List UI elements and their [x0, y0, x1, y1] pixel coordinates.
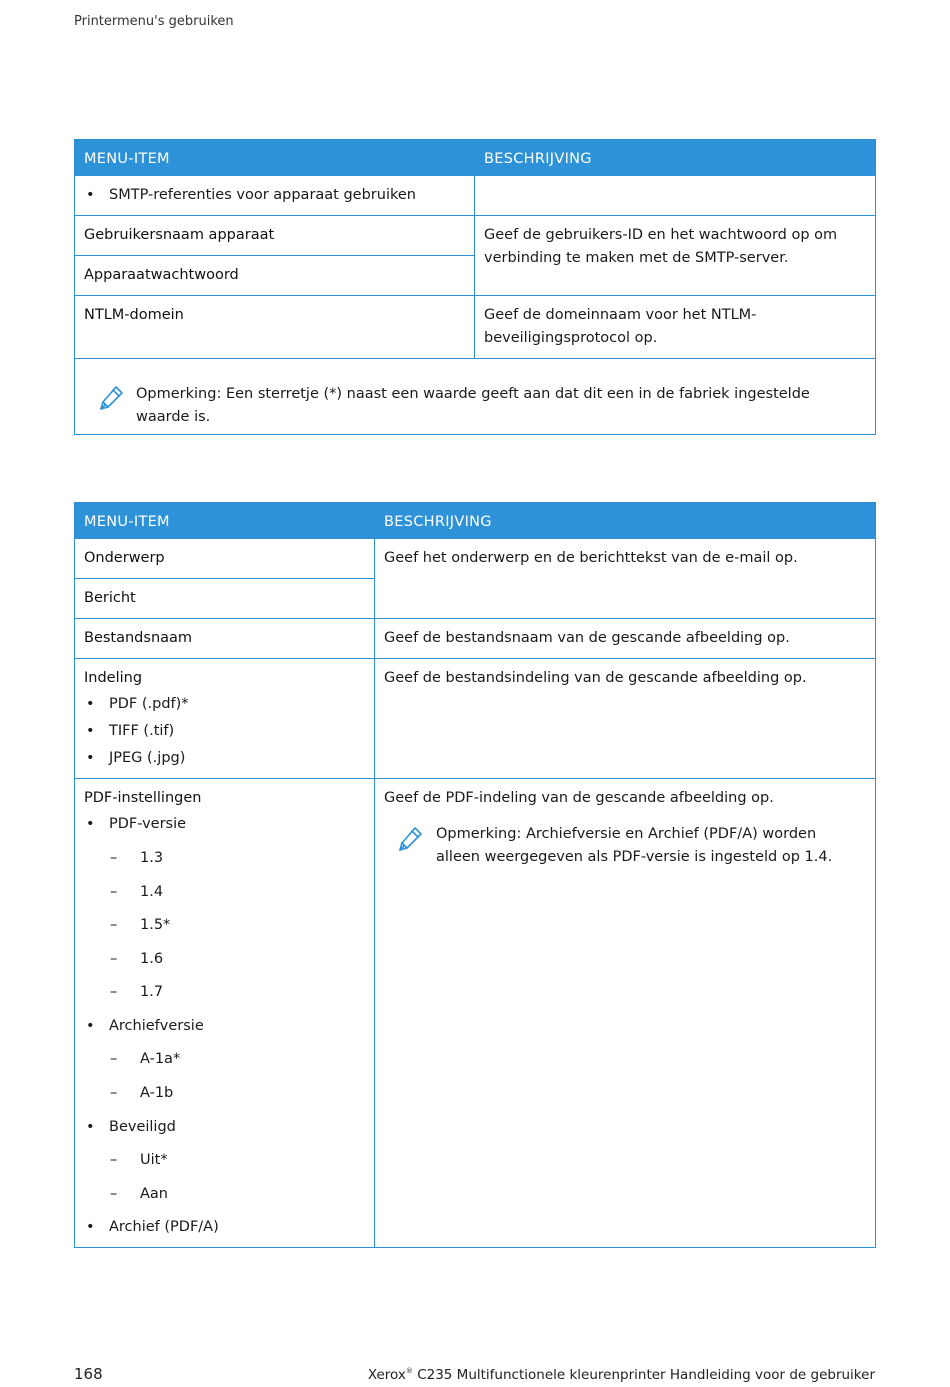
subject-item	[75, 539, 375, 579]
pdf-version-bullet: • PDF-versie	[84, 813, 365, 836]
dash-mark: –	[110, 884, 118, 900]
credentials-description-text: Geef de gebruikers-ID en het wachtwoord op om verbinding te maken met de SMTP-server.	[484, 227, 838, 266]
column-header-description: BESCHRIJVING	[375, 503, 876, 539]
list-item	[84, 914, 365, 937]
pdf-version-note	[384, 823, 866, 869]
pdfa-bullet: • Archief (PDF/A)	[84, 1216, 365, 1239]
device-username-label: Gebruikersnaam apparaat	[84, 227, 275, 243]
device-password-item	[75, 256, 475, 296]
ntlm-description	[475, 296, 876, 359]
device-username-item	[75, 216, 475, 256]
pdf-description-text: Geef de PDF-indeling van de gescande afbeelding op.	[384, 790, 774, 806]
table-header-row	[75, 140, 876, 176]
option-text: Uit*	[140, 1152, 168, 1168]
subject-message-description-text: Geef het onderwerp en de berichttekst van de e-mail op.	[384, 550, 798, 566]
list-item	[84, 1082, 365, 1105]
table-row	[75, 176, 876, 216]
format-item	[75, 659, 375, 779]
column-header-description: BESCHRIJVING	[475, 140, 876, 176]
option-text: 1.6	[140, 951, 164, 967]
filename-description-text: Geef de bestandsnaam van de gescande afbeelding op.	[384, 630, 790, 646]
table-row	[75, 779, 876, 1248]
book-title	[368, 1367, 875, 1383]
pdf-settings-item	[75, 779, 375, 1248]
option-text: 1.4	[140, 884, 164, 900]
list-item	[84, 1149, 365, 1172]
subject-label: Onderwerp	[84, 550, 165, 566]
pdf-settings-label: PDF-instellingen	[84, 790, 202, 806]
list-item	[84, 847, 365, 870]
page-number: 168	[74, 1365, 103, 1383]
format-description	[375, 659, 876, 779]
table-header-row	[75, 503, 876, 539]
subject-message-description	[375, 539, 876, 619]
table-row	[75, 619, 876, 659]
list-item	[84, 981, 365, 1004]
email-settings-table	[74, 502, 876, 1248]
option-text: 1.3	[140, 850, 164, 866]
factory-default-note	[75, 359, 876, 435]
running-head: Printermenu's gebruiken	[74, 14, 234, 29]
list-item	[84, 881, 365, 904]
column-header-menu-item: MENU-ITEM	[75, 503, 375, 539]
list-item	[84, 1183, 365, 1206]
book-title-text: C235 Multifunctionele kleurenprinter Handleiding voor de gebruiker	[412, 1367, 875, 1383]
option-text: A-1b	[140, 1085, 174, 1101]
format-label: Indeling	[84, 670, 143, 686]
table-row	[75, 216, 876, 256]
secure-bullet: • Beveiligd	[84, 1116, 365, 1139]
credentials-description	[475, 216, 876, 296]
smtp-credentials-bullet: • SMTP-referenties voor apparaat gebruiken	[84, 184, 465, 207]
note-text: Opmerking: Een sterretje (*) naast een waarde geeft aan dat dit een in de fabriek ingestelde waarde is.	[136, 386, 810, 425]
filename-label: Bestandsnaam	[84, 630, 193, 646]
dash-mark: –	[110, 1085, 118, 1101]
format-description-text: Geef de bestandsindeling van de gescande afbeelding op.	[384, 670, 807, 686]
smtp-credentials-table	[74, 139, 876, 435]
option-text: Aan	[140, 1186, 168, 1202]
ntlm-domain-label: NTLM-domein	[84, 307, 184, 323]
dash-mark: –	[110, 917, 118, 933]
list-item	[84, 1048, 365, 1071]
dash-mark: –	[110, 1051, 118, 1067]
filename-item	[75, 619, 375, 659]
dash-mark: –	[110, 850, 118, 866]
list-item: • JPEG (.jpg)	[84, 747, 365, 770]
list-item: • PDF (.pdf)*	[84, 693, 365, 716]
dash-mark: –	[110, 951, 118, 967]
ntlm-description-text: Geef de domeinnaam voor het NTLM-beveiligingsprotocol op.	[484, 307, 757, 346]
note-text: Opmerking: Archiefversie en Archief (PDF/A) worden alleen weergegeven als PDF-versie is ingesteld op 1.4.	[436, 826, 833, 865]
brand-name: Xerox	[367, 1367, 406, 1383]
ntlm-domain-item	[75, 296, 475, 359]
list-item	[84, 948, 365, 971]
message-item	[75, 579, 375, 619]
note-row	[75, 359, 876, 435]
list-item: • TIFF (.tif)	[84, 720, 365, 743]
archive-version-bullet: • Archiefversie	[84, 1015, 365, 1038]
message-label: Bericht	[84, 590, 136, 606]
table-row	[75, 659, 876, 779]
option-text: A-1a*	[140, 1051, 181, 1067]
registered-mark: ®	[405, 1367, 413, 1375]
option-text: 1.7	[140, 984, 164, 1000]
dash-mark: –	[110, 1152, 118, 1168]
pencil-icon	[97, 384, 125, 412]
pencil-icon	[396, 825, 424, 853]
option-text: 1.5*	[140, 917, 171, 933]
device-password-label: Apparaatwachtwoord	[84, 267, 239, 283]
menu-group-cell	[75, 176, 475, 216]
pdf-settings-description	[375, 779, 876, 1248]
dash-mark: –	[110, 984, 118, 1000]
column-header-menu-item: MENU-ITEM	[75, 140, 475, 176]
table-row	[75, 296, 876, 359]
filename-description	[375, 619, 876, 659]
dash-mark: –	[110, 1186, 118, 1202]
table-row	[75, 539, 876, 579]
empty-description-cell	[475, 176, 876, 216]
